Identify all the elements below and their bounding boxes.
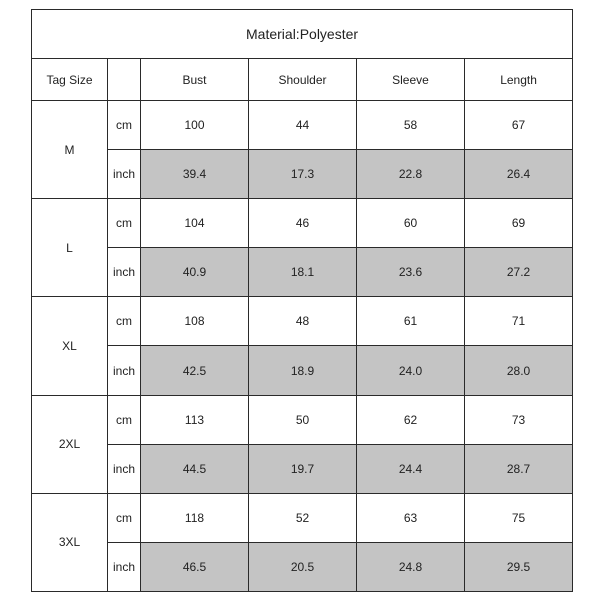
cell-xl-cm-length: 71 [465, 297, 573, 346]
table-title: Material:Polyester [32, 10, 573, 59]
cell-xl-inch-shoulder: 18.9 [249, 346, 357, 395]
cell-xl-inch-bust: 42.5 [141, 346, 249, 395]
cell-3xl-inch-bust: 46.5 [141, 542, 249, 591]
cell-l-cm-bust: 104 [141, 199, 249, 248]
header-shoulder: Shoulder [249, 59, 357, 101]
cell-l-cm-length: 69 [465, 199, 573, 248]
cell-2xl-cm-shoulder: 50 [249, 395, 357, 444]
cell-2xl-inch-sleeve: 24.4 [357, 444, 465, 493]
size-label-2xl: 2XL [32, 395, 108, 493]
header-length: Length [465, 59, 573, 101]
size-row-m-cm [32, 101, 573, 150]
unit-cm: cm [108, 101, 141, 150]
cell-2xl-cm-length: 73 [465, 395, 573, 444]
cell-l-inch-shoulder: 18.1 [249, 248, 357, 297]
size-row-l-inch [32, 248, 573, 297]
cell-xl-cm-sleeve: 61 [357, 297, 465, 346]
size-row-3xl-cm [32, 493, 573, 542]
cell-3xl-inch-length: 29.5 [465, 542, 573, 591]
cell-2xl-cm-bust: 113 [141, 395, 249, 444]
cell-3xl-inch-sleeve: 24.8 [357, 542, 465, 591]
size-row-3xl-inch [32, 542, 573, 591]
size-chart-body [32, 10, 573, 592]
size-label-3xl: 3XL [32, 493, 108, 591]
cell-2xl-inch-shoulder: 19.7 [249, 444, 357, 493]
size-chart-table [31, 9, 573, 592]
unit-cm: cm [108, 493, 141, 542]
cell-m-inch-sleeve: 22.8 [357, 150, 465, 199]
unit-cm: cm [108, 395, 141, 444]
header-sleeve: Sleeve [357, 59, 465, 101]
size-row-2xl-inch [32, 444, 573, 493]
unit-inch: inch [108, 248, 141, 297]
cell-xl-inch-length: 28.0 [465, 346, 573, 395]
size-row-xl-inch [32, 346, 573, 395]
size-row-2xl-cm [32, 395, 573, 444]
cell-xl-cm-shoulder: 48 [249, 297, 357, 346]
cell-l-inch-length: 27.2 [465, 248, 573, 297]
cell-m-cm-sleeve: 58 [357, 101, 465, 150]
cell-xl-cm-bust: 108 [141, 297, 249, 346]
cell-xl-inch-sleeve: 24.0 [357, 346, 465, 395]
cell-2xl-inch-length: 28.7 [465, 444, 573, 493]
cell-m-inch-shoulder: 17.3 [249, 150, 357, 199]
header-unit [108, 59, 141, 101]
cell-m-cm-length: 67 [465, 101, 573, 150]
unit-inch: inch [108, 444, 141, 493]
cell-m-cm-shoulder: 44 [249, 101, 357, 150]
header-row [32, 59, 573, 101]
title-row [32, 10, 573, 59]
size-label-xl: XL [32, 297, 108, 395]
size-row-l-cm [32, 199, 573, 248]
unit-inch: inch [108, 542, 141, 591]
cell-l-inch-bust: 40.9 [141, 248, 249, 297]
header-tag-size: Tag Size [32, 59, 108, 101]
unit-inch: inch [108, 150, 141, 199]
size-label-m: M [32, 101, 108, 199]
cell-3xl-inch-shoulder: 20.5 [249, 542, 357, 591]
cell-3xl-cm-bust: 118 [141, 493, 249, 542]
unit-cm: cm [108, 199, 141, 248]
cell-l-cm-shoulder: 46 [249, 199, 357, 248]
unit-cm: cm [108, 297, 141, 346]
cell-l-inch-sleeve: 23.6 [357, 248, 465, 297]
cell-3xl-cm-shoulder: 52 [249, 493, 357, 542]
size-row-xl-cm [32, 297, 573, 346]
cell-m-inch-length: 26.4 [465, 150, 573, 199]
cell-2xl-cm-sleeve: 62 [357, 395, 465, 444]
header-bust: Bust [141, 59, 249, 101]
size-label-l: L [32, 199, 108, 297]
cell-3xl-cm-sleeve: 63 [357, 493, 465, 542]
unit-inch: inch [108, 346, 141, 395]
cell-2xl-inch-bust: 44.5 [141, 444, 249, 493]
cell-m-inch-bust: 39.4 [141, 150, 249, 199]
cell-m-cm-bust: 100 [141, 101, 249, 150]
size-row-m-inch [32, 150, 573, 199]
cell-l-cm-sleeve: 60 [357, 199, 465, 248]
cell-3xl-cm-length: 75 [465, 493, 573, 542]
